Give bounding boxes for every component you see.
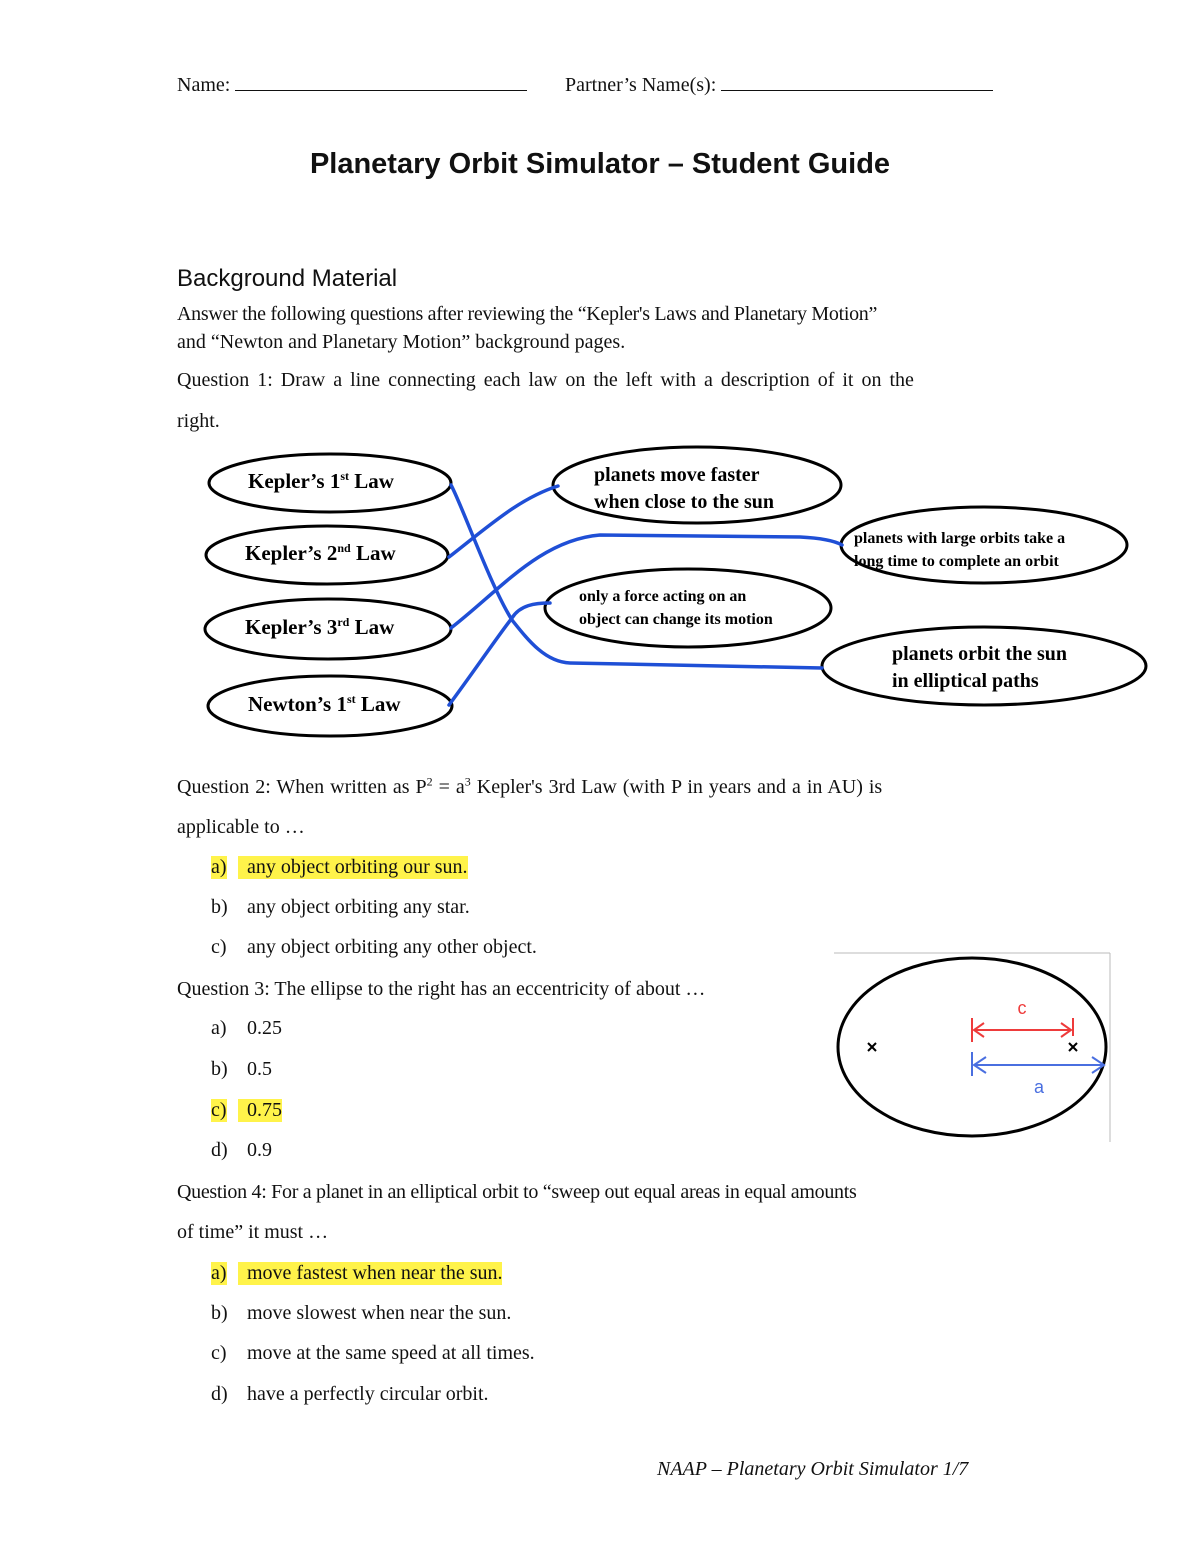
option-text: move fastest when near the sun. [238, 1262, 502, 1285]
ellipse-outline [838, 958, 1106, 1136]
option-text: any object orbiting any star. [247, 896, 470, 918]
option-letter: a) [211, 1017, 227, 1039]
intro-line-1: Answer the following questions after reviewing the “Kepler's Laws and Planetary Motion” [177, 303, 878, 325]
option-letter: a) [211, 856, 227, 878]
q3-text: Question 3: The ellipse to the right has an eccentricity of about … [177, 978, 706, 1000]
q4-line-2: of time” it must … [177, 1221, 329, 1243]
law-label-3: Kepler’s 3rd Law [245, 615, 395, 639]
c-arrow [972, 1018, 1073, 1042]
q1-line-2: right. [177, 410, 220, 432]
law-label-4: Newton’s 1st Law [248, 692, 401, 716]
page-footer: NAAP – Planetary Orbit Simulator 1/7 [657, 1458, 969, 1480]
section-heading: Background Material [177, 265, 398, 292]
ellipse-figure [834, 952, 1114, 1144]
q2-line-1: Question 2: When written as $P^2 = a^3$ Kepler's 3rd Law (with P in years and a in AU) is [177, 774, 883, 798]
option-letter: a) [211, 1262, 227, 1284]
desc-label-4: planets orbit the sun in elliptical paths [892, 643, 1068, 692]
option-letter: b) [211, 1302, 228, 1324]
option-text: any object orbiting any other object. [247, 936, 537, 958]
option-text: 0.5 [247, 1058, 272, 1080]
option-letter: b) [211, 896, 228, 918]
option-letter: b) [211, 1058, 228, 1080]
option-text: any object orbiting our sun. [238, 856, 468, 879]
page-title: Planetary Orbit Simulator – Student Guide [309, 148, 891, 180]
option-text: have a perfectly circular orbit. [247, 1383, 489, 1405]
law-label-1: Kepler’s 1st Law [248, 469, 394, 493]
option-text: move slowest when near the sun. [247, 1302, 512, 1324]
option-letter: c) [211, 936, 227, 958]
name-label: Name: [177, 74, 231, 96]
q1-line-1: Question 1: Draw a line connecting each law on the left with a description of it on the [177, 369, 914, 391]
a-label: a [1033, 1077, 1045, 1097]
focus-right-icon [1069, 1043, 1077, 1051]
desc-label-1: planets move faster when close to the sun [594, 464, 775, 513]
intro-line-2: and “Newton and Planetary Motion” background pages. [177, 331, 626, 353]
desc-label-3: only a force acting on an object can change its motion [579, 588, 773, 628]
option-text: 0.9 [247, 1139, 272, 1161]
option-text: move at the same speed at all times. [247, 1342, 535, 1364]
focus-left-icon [868, 1043, 876, 1051]
option-text: 0.25 [247, 1017, 282, 1039]
option-letter: c) [211, 1342, 227, 1364]
option-text: 0.75 [238, 1099, 282, 1122]
option-letter: d) [211, 1383, 228, 1405]
law-label-2: Kepler’s 2nd Law [245, 541, 396, 565]
q4-line-1: Question 4: For a planet in an elliptical orbit to “sweep out equal areas in equal amounts [177, 1181, 857, 1203]
partner-label: Partner’s Name(s): [565, 74, 717, 96]
option-letter: c) [211, 1099, 227, 1121]
desc-label-2: planets with large orbits take a long time to complete an orbit [854, 530, 1066, 570]
a-arrow [972, 1052, 1104, 1076]
q2-line-2: applicable to … [177, 816, 305, 838]
c-label: c [1017, 998, 1027, 1018]
option-letter: d) [211, 1139, 228, 1161]
